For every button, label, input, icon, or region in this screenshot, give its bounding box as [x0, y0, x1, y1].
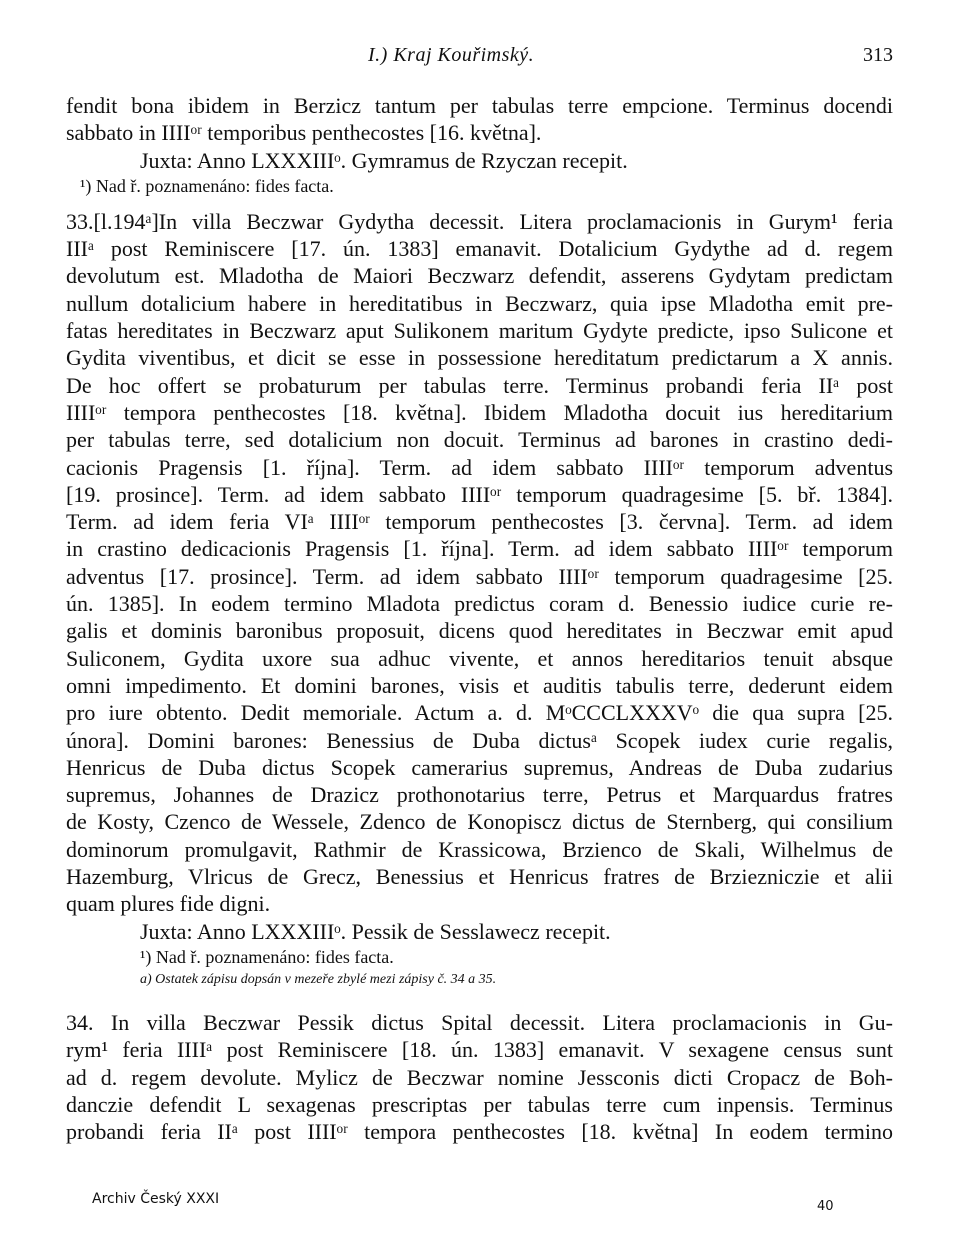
footnote-apparatus: a) Ostatek zápisu dopsán v mezeře zbylé mezi zápisy č. 34 a 35. [140, 971, 497, 987]
text-line: Suliconem, Gydita uxore sua adhuc vivente, et annos hereditarios tenuit absque [66, 645, 893, 671]
text-line: [19. prosince]. Term. ad idem sabbato IIIIᵒʳ temporum quadragesime [5. bř. 1384]. [66, 481, 893, 507]
text-line: dominorum promulgavit, Rathmir de Krassicowa, Brzienco de Skali, Wilhelmus de [66, 836, 893, 862]
text-line: února]. Domini barones: Benessius de Duba dictusᵃ Scopek iudex curie regalis, [66, 727, 893, 753]
text-line: IIIᵃ post Reminiscere [17. ún. 1383] emanavit. Dotalicium Gydythe ad d. regem [66, 236, 893, 262]
text-line: adventus [17. prosince]. Term. ad idem sabbato IIIIᵒʳ temporum quadragesime [25. [66, 563, 893, 589]
page-header [66, 44, 893, 76]
print-signature: Archiv Český XXXI [92, 1191, 220, 1207]
footnote: ¹) Nad ř. poznamenáno: fides facta. [140, 946, 394, 967]
text-line: 34. In villa Beczwar Pessik dictus Spital decessit. Litera proclamacionis in Gu- [66, 1009, 893, 1035]
text-line: Juxta: Anno LXXXIIIᵒ. Pessik de Sesslawecz recepit. [140, 918, 611, 944]
text-line: Henricus de Duba dictus Scopek camerarius supremus, Andreas de Duba zudarius [66, 754, 893, 780]
page-footer [92, 1191, 832, 1215]
text-line: rym¹ feria IIIIᵃ post Reminiscere [18. ún. 1383] emanavit. V sexagene census sunt [66, 1037, 893, 1063]
text-line: probandi feria IIᵃ post IIIIᵒʳ tempora penthecostes [18. května] In eodem termino [66, 1119, 893, 1145]
text-line: galis et dominis baronibus proposuit, dicens quod hereditates in Beczwar emit apud [66, 618, 893, 644]
text-line: sabbato in IIIIᵒʳ temporibus penthecostes [16. května]. [66, 120, 542, 146]
spacer [66, 991, 893, 1009]
page-number: 313 [863, 44, 893, 66]
text-line: Gydita viventibus, et dicit se esse in possessione hereditatum predictarum a X annis. [66, 345, 893, 371]
text-line: fatas hereditates in Beczwarz aput Sulikonem maritum Gydyte predicte, ipso Sulicone et [66, 318, 893, 344]
text-line: Hazemburg, Vlricus de Grecz, Benessius et Henricus fratres de Brziezniczie et alii [66, 864, 893, 890]
text-line: danczie defendit L sexagenas prescriptas per tabulas terre cum inpensis. Terminus [66, 1091, 893, 1117]
text-line: ad d. regem devolute. Mylicz de Beczwar nomine Jessconis dicti Cropacz de Boh- [66, 1064, 893, 1090]
text-line: pro iure obtento. Dedit memoriale. Actum a. d. MᵒCCCLXXXVᵒ die qua supra [25. [66, 700, 893, 726]
sheet-mark: 40 [817, 1199, 834, 1214]
text-line: De hoc offert se probaturum per tabulas terre. Terminus probandi feria IIᵃ post [66, 372, 893, 398]
text-line: supremus, Johannes de Drazicz prothonotarius terre, Petrus et Marquardus fratres [66, 782, 893, 808]
text-line: omni impedimento. Et domini barones, visis et auditis tabulis terre, dederunt eidem [66, 672, 893, 698]
text-line: nullum dotalicium habere in hereditatibus in Beczwarz, quia ipse Mladotha emit pre- [66, 290, 893, 316]
text-line: Juxta: Anno LXXXIIIᵒ. Gymramus de Rzyczan recepit. [140, 147, 628, 173]
page-body [66, 92, 893, 1145]
text-line: Term. ad idem feria VIᵃ IIIIᵒʳ temporum penthecostes [3. června]. Term. ad idem [66, 509, 893, 535]
footnote: ¹) Nad ř. poznamenáno: fides facta. [80, 175, 334, 196]
text-line: cacionis Pragensis [1. října]. Term. ad idem sabbato IIIIᵒʳ temporum adventus [66, 454, 893, 480]
text-line: per tabulas terre, sed dotalicium non docuit. Terminus ad barones in crastino dedi- [66, 427, 893, 453]
text-line: quam plures fide digni. [66, 891, 271, 917]
text-line: devolutum est. Mladotha de Maiori Beczwarz defendit, asserens Gydytam predictam [66, 263, 893, 289]
text-line: IIIIᵒʳ tempora penthecostes [18. května]. Ibidem Mladotha docuit ius hereditarium [66, 399, 893, 425]
text-line: in crastino dedicacionis Pragensis [1. října]. Term. ad idem sabbato IIIIᵒʳ temporum [66, 536, 893, 562]
text-line: fendit bona ibidem in Berzicz tantum per tabulas terre empcione. Terminus docendi [66, 93, 893, 118]
text-line: ún. 1385]. In eodem termino Mladota predictus coram d. Benessio iudice curie re- [66, 591, 893, 617]
text-line: 33.[l.194ᵃ]In villa Beczwar Gydytha decessit. Litera proclamacionis in Gurym¹ feria [66, 208, 893, 234]
running-title: I.) Kraj Kouřimský. [368, 44, 535, 66]
text-line: de Kosty, Czenco de Wessele, Zdenco de Konopiscz dictus de Sternberg, qui consilium [66, 809, 893, 835]
spacer [66, 198, 893, 208]
